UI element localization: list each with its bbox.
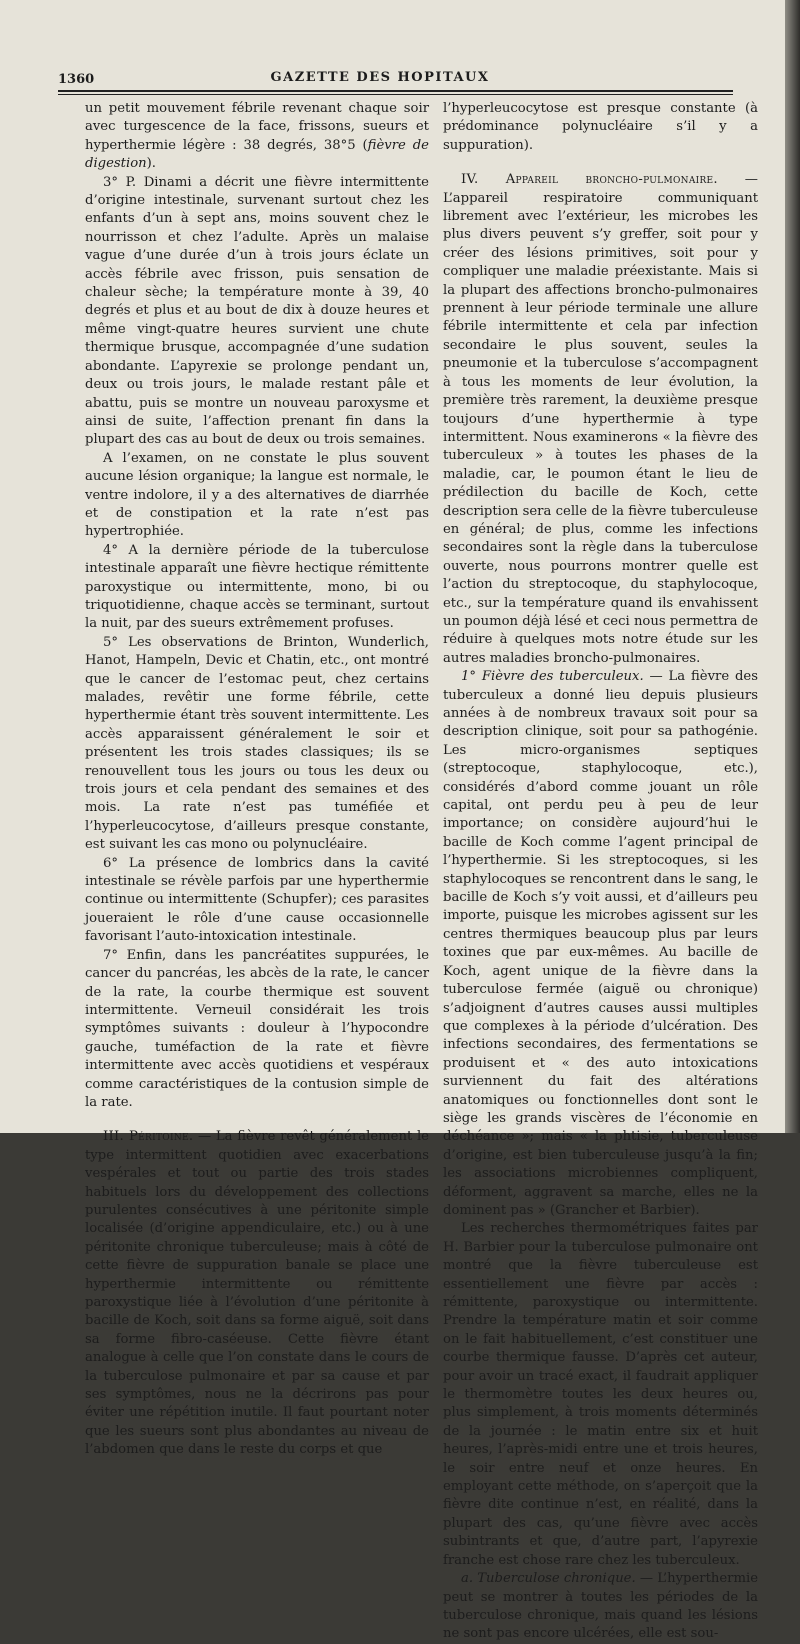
section-heading: IV. Appareil broncho-pulmonaire. bbox=[461, 172, 718, 188]
journal-title: GAZETTE DES HOPITAUX bbox=[270, 70, 490, 85]
subsection-heading: 1° Fièvre des tuberculeux. bbox=[461, 669, 644, 685]
left-paragraph-5: 5° Les observations de Brinton, Wunderlich, Hanot, Hampeln, Devic et Chatin, etc., ont montré que le cancer de l’estomac peut, chez certains malades, revêtir une forme fébrile, cette hyperthermie étant très souvent intermittente. Les accès apparaissent généralement le soir et présentent les trois stades classiques; ils se renouvellent tous les jours ou tous les deux ou trois jours et cela pendant des semaines et des mois. La rate n’est pas tuméfiée et l’hyperleucocytose, d’ailleurs presque constante, est suivant les cas mono ou polynucléaire. bbox=[85, 634, 429, 853]
section-iv-appareil: IV. Appareil broncho-pulmonaire. — L’appareil respiratoire communiquant librement avec l’extérieur, les microbes les plus divers peuvent s’y greffer, soit pour y créer des lésions primitives, soit pour y compliquer une maladie préexistante. Mais si la plupart des affections broncho-pulmonaires prennent à leur période terminale une allure fébrile intermittente et cela par infection secondaire le plus souvent, seules la pneumonie et la tuberculose s’accompagnent à tous les moments de leur évolution, la première très rarement, la deuxième presque toujours d’une hyperthermie à type intermittent. Nous examinerons « la fièvre des tuberculeux » à toutes les phases de la maladie, car, le poumon étant le lieu de prédilection du bacille de Koch, cette description sera celle de la fièvre tuberculeuse en général; de plus, comme les infections secondaires sont la règle dans la tuberculose ouverte, nous pourrons montrer quelle est l’action du streptocoque, du staphylocoque, etc., sur la température quand ils envahissent un poumon déjà lésé et ceci nous permettra de réduire à quelques mots notre étude sur les autres maladies broncho-pulmonaires. bbox=[443, 172, 758, 666]
header-rule-thick bbox=[58, 90, 733, 92]
section-iii-peritoine: III. Péritoine. — La fièvre revêt généralement le type intermittent quotidien avec exacerbations vespérales et tout ou partie des trois stades habituels lors du développement des collections purulentes consécutives à une péritonite simple localisée (d’origine appendiculaire, etc.) ou à une péritonite chronique tuberculeuse; mais à côté de cette fièvre de suppuration banale se place une hyperthermie intermittente ou rémittente paroxystique liée à l’évolution d’une péritonite à bacille de Koch, soit dans sa forme aiguë, soit dans sa forme fibro-caséeuse. Cette fièvre étant analogue à celle que l’on constate dans le cours de la tuberculose pulmonaire et par sa cause et par ses symptômes, nous ne la décrirons pas pour éviter une répétition inutile. Il faut pourtant noter que les sueurs sont plus abondantes au niveau de l’abdomen que dans le reste du corps et que bbox=[85, 1129, 429, 1458]
italic-phrase: fièvre de digestion bbox=[85, 137, 429, 172]
right-paragraph-1: l’hyperleucocytose est presque constante (à prédominance polynucléaire s’il y a suppuration). bbox=[443, 101, 758, 153]
page-header bbox=[0, 0, 785, 100]
left-paragraph-1: un petit mouvement fébrile revenant chaque soir avec turgescence de la face, frissons, sueurs et hyperthermie légère : 38 degrés, 38°5 (fièvre de digestion). bbox=[85, 101, 429, 172]
section-heading: III. Péritoine. bbox=[103, 1129, 194, 1145]
right-paragraph-4: Les recherches thermométriques faites par H. Barbier pour la tuberculose pulmonaire ont montré que la fièvre tuberculeuse est essentiellement une fièvre par accès : rémittente, paroxystique ou intermittente. Prendre la température matin et soir comme on le fait habituellement, c’est constituer une courbe thermique fausse. D’après cet auteur, pour avoir un tracé exact, il faudrait appliquer le thermomètre toutes les deux heures ou, plus simplement, à trois moments déterminés de la journée : le matin entre six et huit heures, l’après-midi entre une et trois heures, le soir entre neuf et onze heures. En employant cette méthode, on s’aperçoit que la fièvre dite continue n’est, en réalité, dans la plupart des cas, qu’une fièvre avec accès subintrants et que, d’autre part, l’apyrexie franche est chose rare chez les tuberculeux. bbox=[443, 1221, 758, 1568]
left-paragraph-4: 4° A la dernière période de la tuberculose intestinale apparaît une fièvre hectique rémittente paroxystique ou intermittente, mono, bi ou triquotidienne, chaque accès se terminant, surtout la nuit, par des sueurs extrêmement profuses. bbox=[85, 542, 429, 632]
subsection-heading: a. Tuberculose chronique. bbox=[461, 1571, 636, 1587]
subsection-fievre-tuberculeux: 1° Fièvre des tuberculeux. — La fièvre des tuberculeux a donné lieu depuis plusieurs années à de nombreux travaux soit pour sa description clinique, soit pour sa pathogénie. Les micro-organismes septiques (streptocoque, staphylocoque, etc.), considérés d’abord comme jouant un rôle capital, ont perdu peu à peu de leur importance; on considère aujourd’hui le bacille de Koch comme l’agent principal de l’hyperthermie. Si les streptocoques, si les staphylocoques se rencontrent dans le sang, le bacille de Koch s’y voit aussi, et d’ailleurs peu importe, puisque les microbes agissent sur les centres thermiques beaucoup plus par leurs toxines que par eux-mêmes. Au bacille de Koch, agent unique de la fièvre dans la tuberculose fermée (aiguë ou chronique) s’adjoignent d’autres causes aussi multiples que complexes à la période d’ulcération. Des infections secondaires, des fermentations se produisent et « des auto intoxications surviennent du fait des altérations anatomiques ou fonctionnelles dont sont le siège les grands viscères de l’économie en déchéance »; mais « la phtisie, tuberculeuse d’origine, est bien tuberculeuse jusqu’à la fin; les associations microbiennes compliquent, déforment, aggravent sa marche, elles ne la dominent pas » (Grancher et Barbier). bbox=[443, 669, 759, 1218]
header-rule-thin bbox=[58, 94, 733, 95]
page-edge-shadow bbox=[785, 0, 800, 1133]
right-column bbox=[443, 100, 758, 1644]
subsection-tuberculose-chronique: a. Tuberculose chronique. — L’hyperthermie peut se montrer à toutes les périodes de la tuberculose chronique, mais quand les lésions ne sont pas encore ulcérées, elle est sou- bbox=[443, 1571, 758, 1642]
left-paragraph-6: 6° La présence de lombrics dans la cavité intestinale se révèle parfois par une hyperthermie continue ou intermittente (Schupfer); ces parasites joueraient le rôle d’une cause occasionnelle favorisant l’auto-intoxication intestinale. bbox=[85, 855, 429, 945]
left-paragraph-3: A l’examen, on ne constate le plus souvent aucune lésion organique; la langue est normale, le ventre indolore, il y a des alternatives de diarrhée et de constipation et la rate n’est pas hypertrophiée. bbox=[85, 450, 429, 540]
left-paragraph-2: 3° P. Dinami a décrit une fièvre intermittente d’origine intestinale, survenant surtout chez les enfants d’un à sept ans, moins souvent chez le nourrisson et chez l’adulte. Après un malaise vague d’une durée d’un à trois jours éclate un accès fébrile avec frisson, puis sensation de chaleur sèche; la température monte à 39, 40 degrés et plus et au bout de dix à douze heures et même vingt-quatre heures survient une chute thermique brusque, accompagnée d’une sudation abondante. L’apyrexie se prolonge pendant un, deux ou trois jours, le malade restant pâle et abattu, puis se montre un nouveau paroxysme et ainsi de suite, l’affection prenant fin dans la plupart des cas au bout de deux ou trois semaines. bbox=[85, 174, 429, 448]
left-paragraph-7: 7° Enfin, dans les pancréatites suppurées, le cancer du pancréas, les abcès de la rate, le cancer de la rate, la courbe thermique est souvent intermittente. Verneuil considérait les trois symptômes suivants : douleur à l’hypocondre gauche, tuméfaction de la rate et fièvre intermittente avec accès quotidiens et vespéraux comme caractéristiques de la contusion simple de la rate. bbox=[85, 947, 429, 1110]
page-number: 1360 bbox=[58, 72, 95, 87]
left-column bbox=[85, 100, 429, 1460]
